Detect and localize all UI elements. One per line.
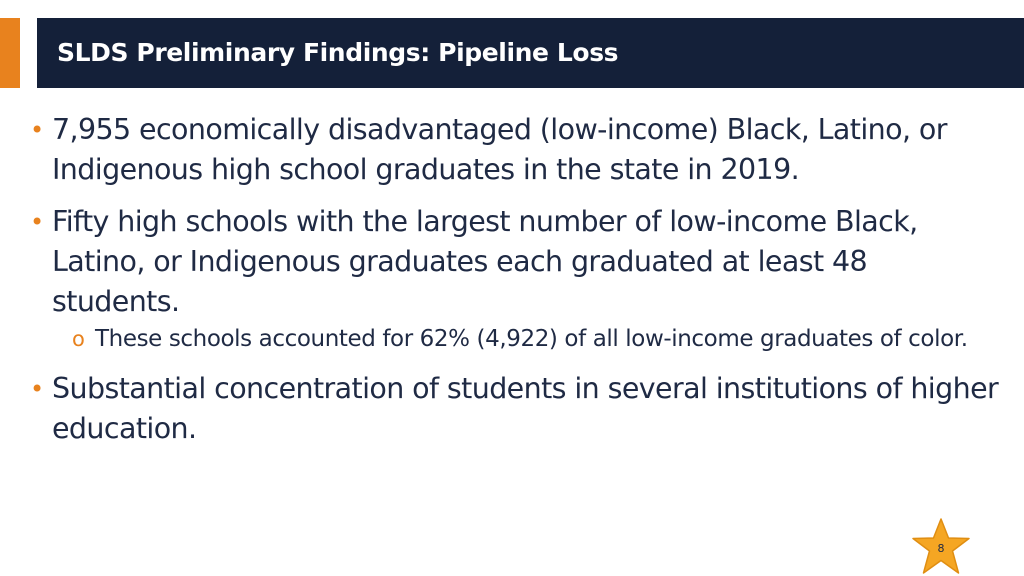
slide-content	[30, 110, 1000, 461]
page-number: 8	[937, 542, 945, 555]
sub-bullet-marker: o	[72, 327, 85, 351]
sub-bullet-item	[30, 322, 1000, 357]
title-accent-bar	[0, 18, 20, 88]
slide-title: SLDS Preliminary Findings: Pipeline Loss	[57, 38, 619, 67]
bullet-text: 7,955 economically disadvantaged (low-income) Black, Latino, or Indigenous high school graduates in the state in 2019.	[52, 113, 947, 186]
sub-bullet-text: These schools accounted for 62% (4,922) of all low-income graduates of color.	[95, 326, 968, 352]
bullet-item	[30, 110, 1000, 190]
bullet-text: Fifty high schools with the largest number of low-income Black, Latino, or Indigenous graduates each graduated at least 48 students.	[52, 205, 918, 318]
bullet-marker: •	[30, 375, 44, 403]
bullet-item	[30, 202, 1000, 322]
bullet-item	[30, 369, 1000, 449]
bullet-marker: •	[30, 208, 44, 236]
bullet-text: Substantial concentration of students in several institutions of higher education.	[52, 372, 999, 445]
bullet-marker: •	[30, 116, 44, 144]
title-bar	[37, 18, 1024, 88]
